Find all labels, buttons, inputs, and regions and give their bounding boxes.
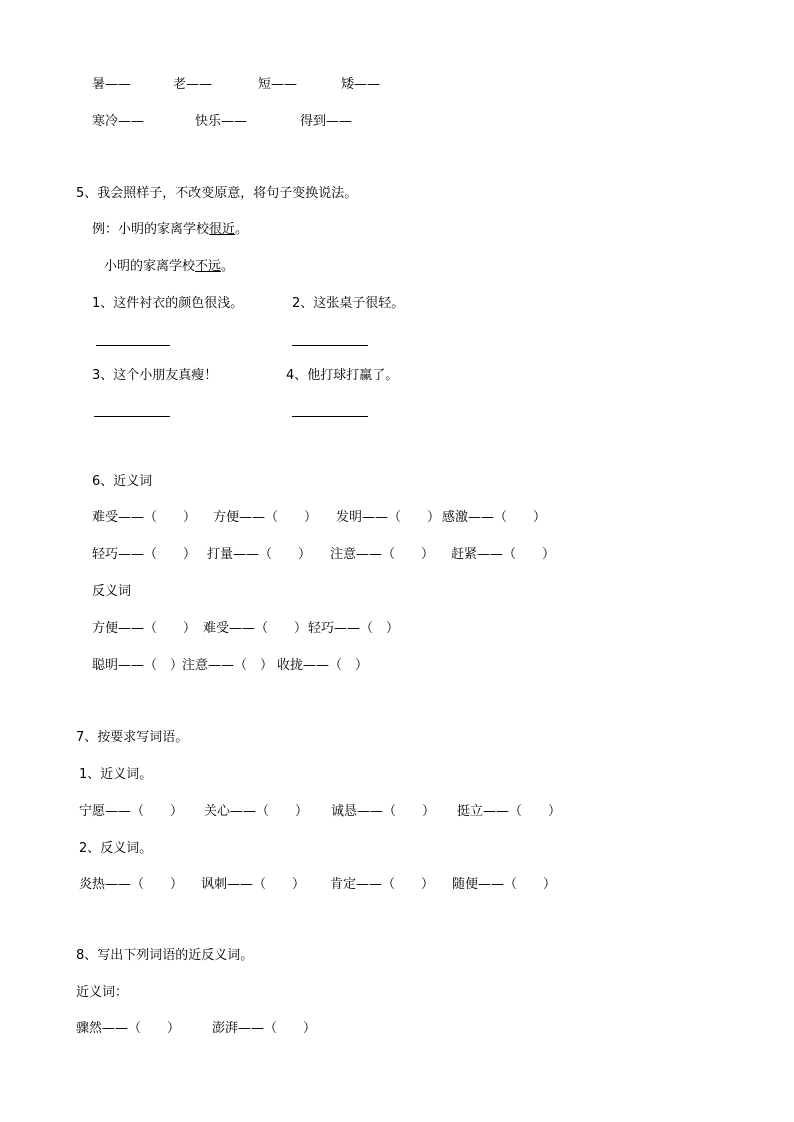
- word-item: 短——: [258, 77, 298, 92]
- sentence-item: 1、这件衬衣的颜色很浅。: [92, 296, 244, 311]
- underlined-key: 不远: [195, 259, 222, 274]
- word-item: 快乐——: [195, 114, 248, 129]
- word-item: 宁愿——（ ）: [79, 804, 184, 819]
- word-item: 收拢——（ ）: [277, 658, 369, 673]
- word-item: 挺立——（ ）: [457, 804, 562, 819]
- sentence-item: 4、他打球打赢了。: [286, 368, 399, 383]
- word-item: 澎湃——（ ）: [212, 1021, 317, 1036]
- word-item: 得到——: [300, 114, 353, 129]
- question-title: 5、我会照样子，不改变原意，将句子变换说法。: [76, 186, 358, 201]
- sentence-item: 3、这个小朋友真瘦！: [92, 368, 218, 383]
- answer-blank[interactable]: [94, 416, 170, 417]
- word-item: 方便——（ ）: [213, 510, 318, 525]
- section-label: 近义词：: [76, 985, 129, 1000]
- word-item: 肯定——（ ）: [330, 877, 435, 892]
- word-item: 难受——（ ）: [92, 510, 197, 525]
- word-item: 注意——（ ）: [182, 658, 274, 673]
- question-title: 6、近义词: [92, 474, 153, 489]
- word-item: 难受——（ ）: [203, 621, 308, 636]
- word-item: 讽刺——（ ）: [201, 877, 306, 892]
- answer-blank[interactable]: [96, 345, 170, 346]
- word-item: 诚恳——（ ）: [331, 804, 436, 819]
- word-item: 暑——: [92, 77, 132, 92]
- example-sentence: 例：小明的家离学校很近。: [92, 222, 249, 237]
- word-item: 炎热——（ ）: [79, 877, 184, 892]
- word-item: 打量——（ ）: [207, 547, 312, 562]
- sentence-item: 2、这张桌子很轻。: [292, 296, 405, 311]
- word-item: 随便——（ ）: [452, 877, 557, 892]
- word-item: 聪明——（ ）: [92, 658, 184, 673]
- word-item: 注意——（ ）: [330, 547, 435, 562]
- word-item: 寒冷——: [92, 114, 145, 129]
- word-item: 骤然——（ ）: [76, 1021, 181, 1036]
- word-item: 轻巧——（ ）: [92, 547, 197, 562]
- word-item: 轻巧——（ ）: [308, 621, 400, 636]
- answer-blank[interactable]: [292, 416, 368, 417]
- word-item: 老——: [173, 77, 213, 92]
- underlined-key: 很近: [209, 222, 236, 237]
- example-answer: 小明的家离学校不远。: [104, 259, 235, 274]
- word-item: 发明——（ ）: [336, 510, 441, 525]
- section-label: 1、近义词。: [79, 767, 153, 782]
- question-title: 8、写出下列词语的近反义词。: [76, 948, 254, 963]
- answer-blank[interactable]: [292, 345, 368, 346]
- word-item: 关心——（ ）: [204, 804, 309, 819]
- word-item: 感激——（ ）: [442, 510, 547, 525]
- word-item: 方便——（ ）: [92, 621, 197, 636]
- word-item: 赶紧——（ ）: [451, 547, 556, 562]
- section-label: 反义词: [92, 584, 132, 599]
- question-title: 7、按要求写词语。: [76, 730, 189, 745]
- section-label: 2、反义词。: [79, 841, 153, 856]
- word-item: 矮——: [341, 77, 381, 92]
